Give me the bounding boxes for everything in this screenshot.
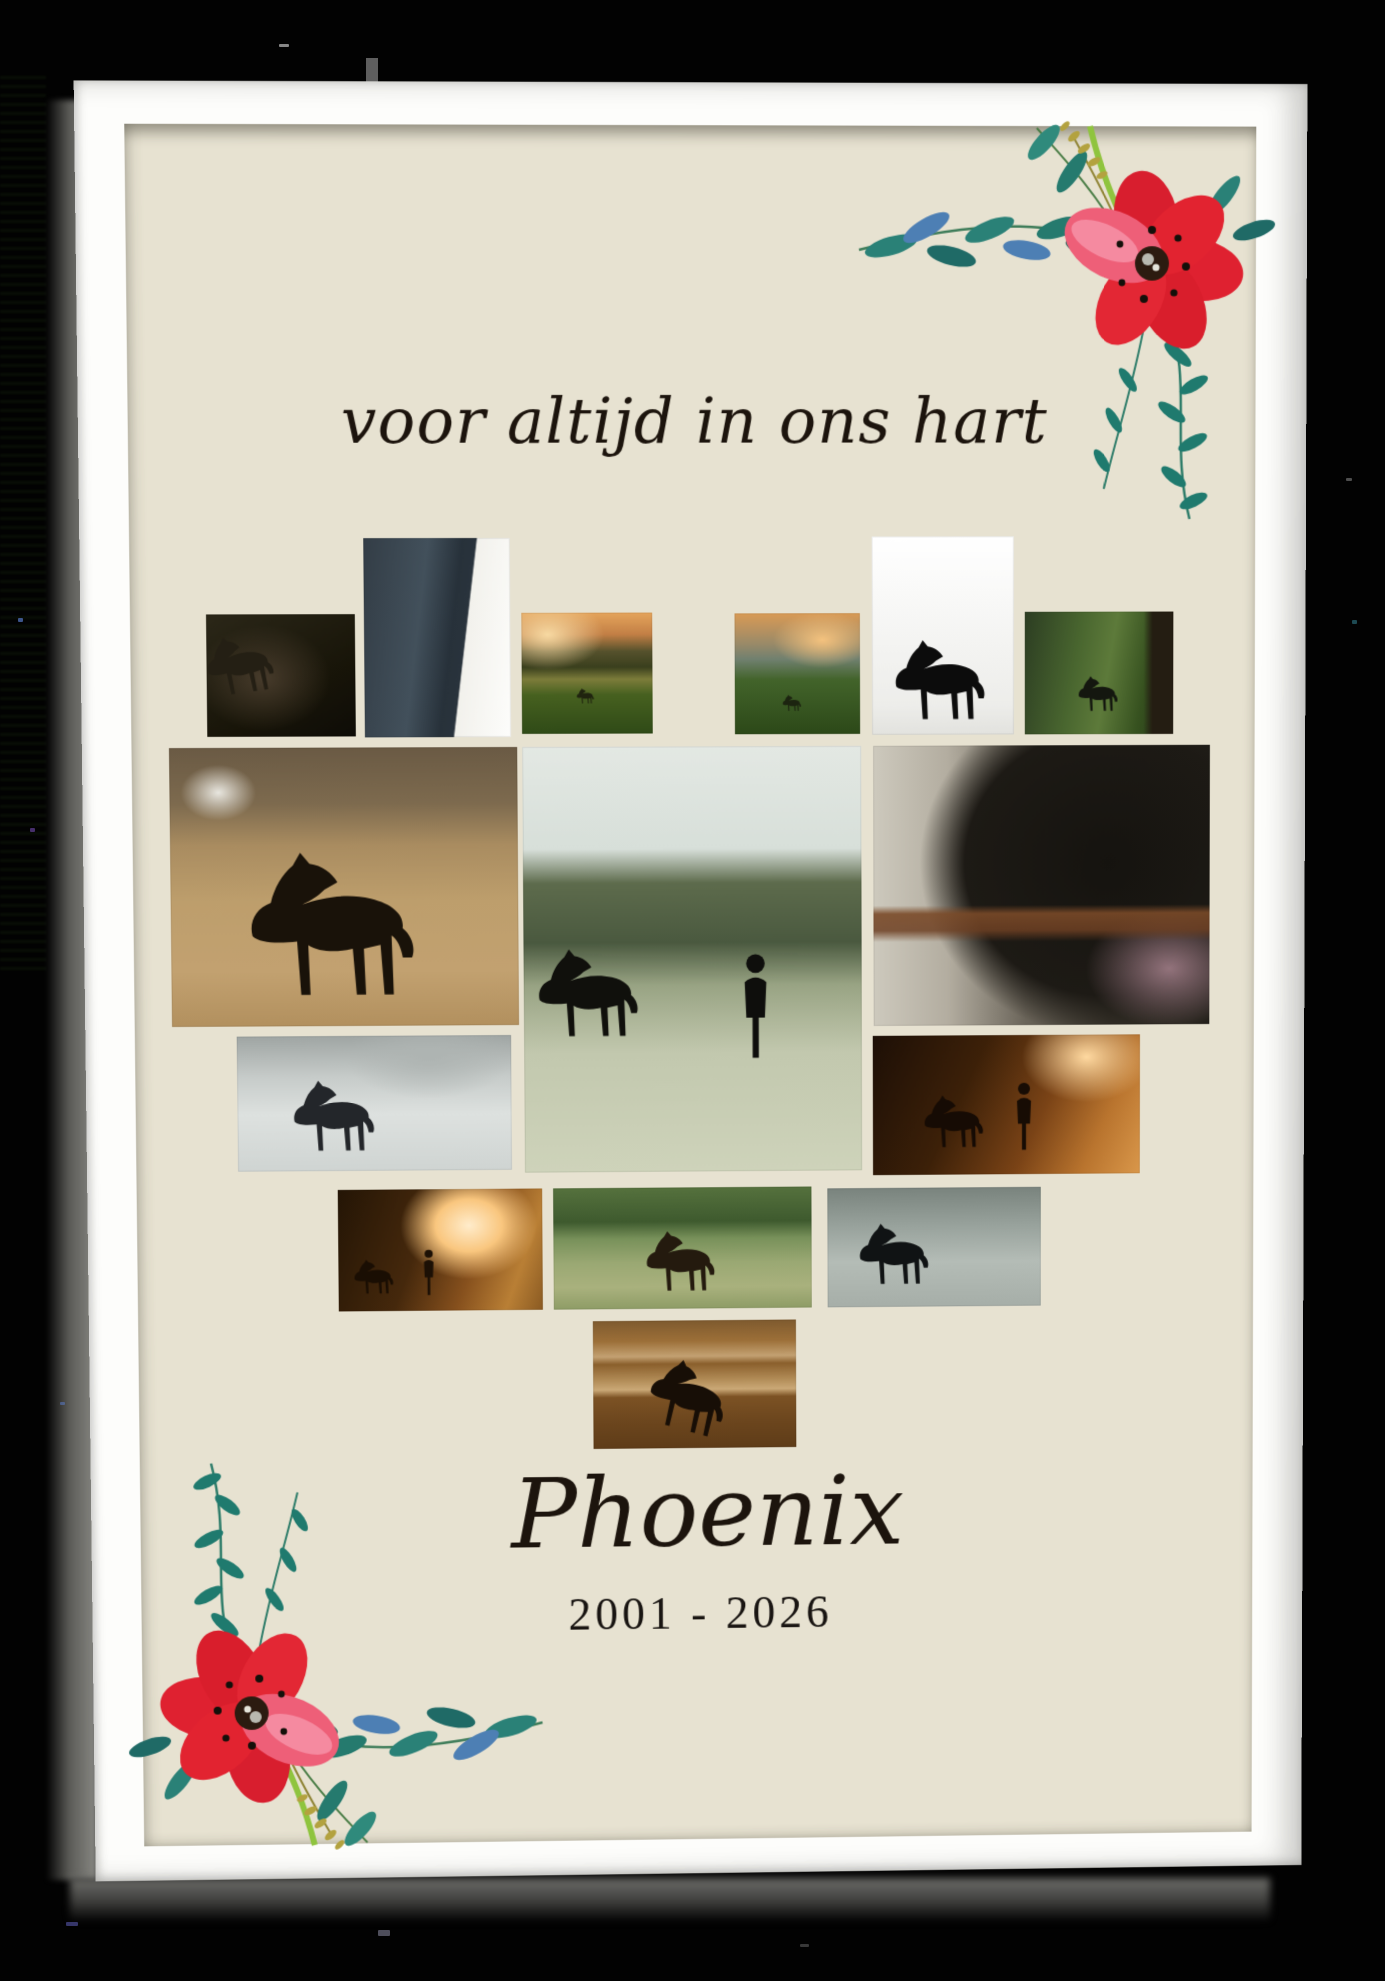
glitch-speck: [18, 618, 23, 622]
horse-silhouette-icon: [523, 943, 659, 1045]
horse-silhouette-icon: [629, 1347, 752, 1449]
collage-photo-12: [338, 1188, 543, 1311]
collage-photo-1: [206, 614, 356, 737]
glitch-speck: [30, 828, 35, 832]
glitch-speck: [800, 1944, 809, 1947]
horse-silhouette-icon: [849, 1220, 943, 1291]
glitch-speck: [66, 1922, 78, 1926]
life-years-text: 2001 - 2026: [568, 1586, 833, 1640]
memorial-line-text: voor altijd in ons hart: [340, 383, 1048, 458]
horse-silhouette-icon: [281, 1075, 391, 1158]
horse-silhouette-icon: [780, 693, 805, 712]
horse-silhouette-icon: [574, 687, 598, 705]
poppy-floral-bottom-left-icon: [109, 1448, 582, 1897]
horse-silhouette-icon: [882, 635, 1004, 727]
collage-photo-8: [522, 746, 862, 1173]
edge-noise-texture: [0, 70, 46, 970]
glitch-speck: [1346, 478, 1352, 481]
glitch-speck: [60, 1402, 65, 1405]
collage-photo-15: [593, 1320, 796, 1449]
collage-photo-13: [553, 1187, 812, 1310]
memorial-poster: [74, 80, 1308, 1881]
collage-photo-14: [827, 1187, 1040, 1308]
collage-photo-7: [169, 747, 519, 1027]
horse-silhouette-icon: [349, 1257, 402, 1297]
collage-photo-2: [363, 538, 511, 737]
horse-silhouette-icon: [1072, 674, 1125, 714]
horse-silhouette-icon: [916, 1092, 996, 1153]
glitch-speck: [279, 44, 289, 47]
pet-name-text: Phoenix: [510, 1454, 905, 1572]
glitch-speck: [378, 1930, 390, 1936]
horse-silhouette-icon: [636, 1227, 729, 1297]
person-silhouette-icon: [420, 1249, 437, 1296]
poppy-floral-top-right-icon: [820, 74, 1292, 531]
collage-photo-3: [521, 613, 652, 734]
person-silhouette-icon: [1012, 1082, 1036, 1152]
collage-photo-6: [1025, 612, 1174, 735]
collage-photo-4: [735, 613, 861, 734]
collage-photo-11: [873, 1034, 1140, 1175]
collage-photo-5: [872, 536, 1014, 734]
person-silhouette-icon: [737, 953, 775, 1061]
collage-photo-10: [237, 1035, 512, 1172]
glitch-speck: [1352, 620, 1357, 624]
horse-silhouette-icon: [206, 626, 291, 705]
horse-silhouette-icon: [226, 843, 450, 1010]
collage-photo-9: [873, 745, 1210, 1026]
